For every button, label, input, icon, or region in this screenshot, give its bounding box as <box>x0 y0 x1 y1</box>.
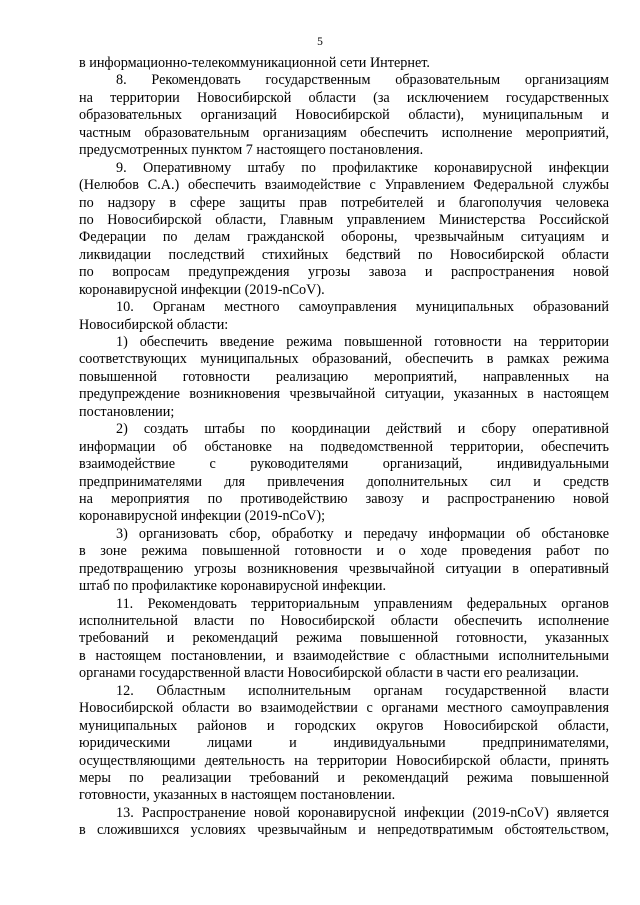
text-line: взаимодействие с руководителями организаций, индивидуальными <box>79 456 609 473</box>
text-line: по Новосибирской области, Главным управлением Министерства Российской <box>79 211 609 228</box>
page-number: 5 <box>317 36 323 48</box>
text-line: информации об обстановке на подведомственной территории, обеспечить <box>79 438 609 455</box>
text-line: ликвидации последствий стихийных бедствий по Новосибирской области <box>79 246 609 263</box>
text-line: образовательных организаций Новосибирской области), муниципальным и <box>79 107 609 124</box>
text-line: предотвращению угрозы возникновения чрезвычайной ситуации в оперативный <box>79 560 609 577</box>
text-line: 11. Рекомендовать территориальным управлениям федеральных органов <box>116 595 609 612</box>
text-line: штаб по профилактике коронавирусной инфекции. <box>79 578 387 595</box>
text-line: коронавирусной инфекции (2019-nCoV); <box>79 508 326 525</box>
text-line: в зоне режима повышенной готовности и о ходе проведения работ по <box>79 543 609 560</box>
text-line: по вопросам предупреждения угрозы завоза и распространения новой <box>79 264 609 281</box>
text-line: частным образовательным организациям обеспечить исполнение мероприятий, <box>79 124 609 141</box>
text-line: 12. Областным исполнительным органам государственной власти <box>116 682 609 699</box>
text-line: (Нелюбов С.А.) обеспечить взаимодействие с Управлением Федеральной службы <box>79 177 609 194</box>
text-line: юридическими лицами и индивидуальными предпринимателями, <box>79 735 609 752</box>
text-line: на территории Новосибирской области (за исключением государственных <box>79 89 609 106</box>
document-body <box>79 55 609 840</box>
text-line: 10. Органам местного самоуправления муниципальных образований <box>116 299 609 316</box>
text-line: постановлении; <box>79 403 175 420</box>
text-line: по надзору в сфере защиты прав потребителей и благополучия человека <box>79 194 609 211</box>
text-line: меры по реализации требований и рекомендаций режима повышенной <box>79 769 609 786</box>
text-line: предупреждение возникновения чрезвычайной ситуации, указанных в настоящем <box>79 386 609 403</box>
text-line: предпринимателями для привлечения дополнительных сил и средств <box>79 473 609 490</box>
text-line: 1) обеспечить введение режима повышенной готовности на территории <box>116 334 609 350</box>
text-line: 13. Распространение новой коронавирусной инфекции (2019-nCoV) является <box>116 804 609 821</box>
text-line: на мероприятия по противодействию завозу и распространению новой <box>79 490 609 507</box>
text-line: органами государственной власти Новосибирской области в части его реализации. <box>79 665 579 682</box>
text-line: Новосибирской области во взаимодействии с органами местного самоуправления <box>79 700 609 717</box>
text-line: в настоящем постановлении, и взаимодействие с областными исполнительными <box>79 647 609 664</box>
text-line: Федерации по делам гражданской обороны, чрезвычайным ситуациям и <box>79 229 609 246</box>
text-line: 8. Рекомендовать государственным образовательным организациям <box>116 72 609 89</box>
text-line: 9. Оперативному штабу по профилактике коронавирусной инфекции <box>116 159 609 176</box>
text-line: в сложившихся условиях чрезвычайным и непредотвратимым обстоятельством, <box>79 822 609 839</box>
text-line: осуществляющими деятельность на территории Новосибирской области, принять <box>79 752 609 769</box>
text-line: требований и рекомендаций режима повышенной готовности, указанных <box>79 630 609 647</box>
text-line: предусмотренных пунктом 7 настоящего постановления. <box>79 142 424 159</box>
text-line: Новосибирской области: <box>79 316 229 333</box>
text-line: исполнительной власти по Новосибирской области обеспечить исполнение <box>79 613 609 629</box>
text-line: соответствующих муниципальных образований, обеспечить в рамках режима <box>79 351 609 368</box>
text-line: коронавирусной инфекции (2019-nCoV). <box>79 281 325 298</box>
text-line: готовности, указанных в настоящем постановлении. <box>79 787 396 804</box>
text-line: 3) организовать сбор, обработку и передачу информации об обстановке <box>116 525 609 542</box>
text-line: повышенной готовности реализацию мероприятий, направленных на <box>79 368 609 385</box>
text-line: в информационно-телекоммуникационной сети Интернет. <box>79 55 430 71</box>
text-line: муниципальных районов и городских округов Новосибирской области, <box>79 717 609 734</box>
text-line: 2) создать штабы по координации действий и сбору оперативной <box>116 421 609 438</box>
